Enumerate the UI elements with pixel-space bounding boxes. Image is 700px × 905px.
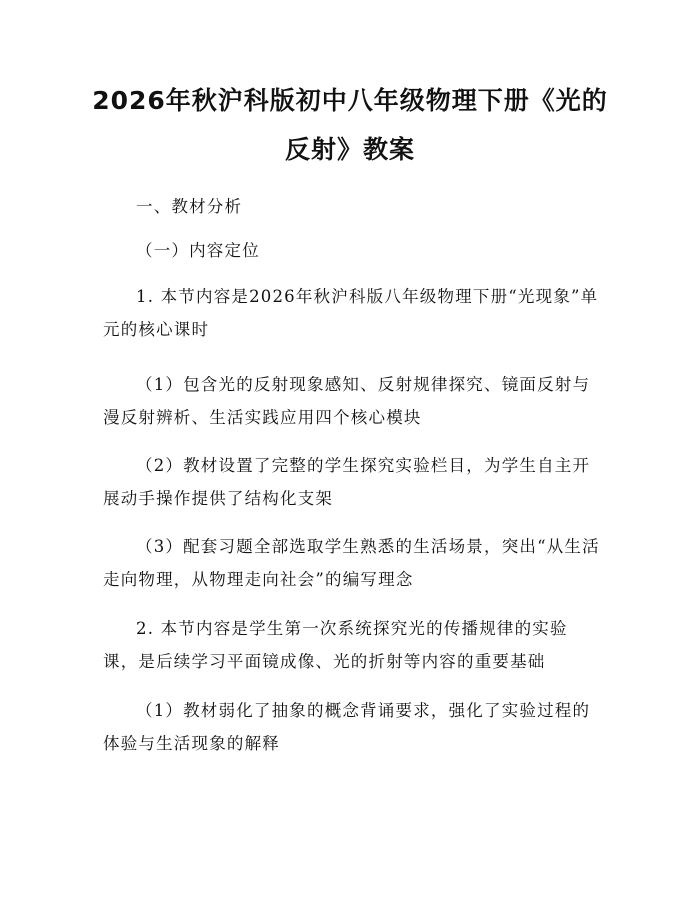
paragraph-item-2: 2. 本节内容是学生第一次系统探究光的传播规律的实验课，是后续学习平面镜成像、光的折射等内容的重要基础 bbox=[103, 619, 568, 671]
paragraph-item-1: 1. 本节内容是2026年秋沪科版八年级物理下册“光现象”单元的核心课时 bbox=[103, 287, 599, 339]
subsection-heading-content-position: （一）内容定位 bbox=[136, 241, 260, 260]
section-heading-textbook-analysis: 一、教材分析 bbox=[136, 197, 243, 216]
paragraph-item-1-2: （2）教材设置了完整的学生探究实验栏目，为学生自主开展动手操作提供了结构化支架 bbox=[103, 456, 591, 508]
document-title-line-2: 反射》教案 bbox=[284, 135, 415, 164]
paragraph-item-1-3: （3）配套习题全部选取学生熟悉的生活场景，突出“从生活走向物理，从物理走向社会”的编写理念 bbox=[103, 537, 600, 589]
paragraph-item-2-1: （1）教材弱化了抽象的概念背诵要求，强化了实验过程的体验与生活现象的解释 bbox=[103, 701, 591, 753]
document-title-line-1: 2026年秋沪科版初中八年级物理下册《光的 bbox=[92, 86, 608, 115]
paragraph-item-1-1: （1）包含光的反射现象感知、反射规律探究、镜面反射与漫反射辨析、生活实践应用四个核心模块 bbox=[103, 375, 591, 427]
